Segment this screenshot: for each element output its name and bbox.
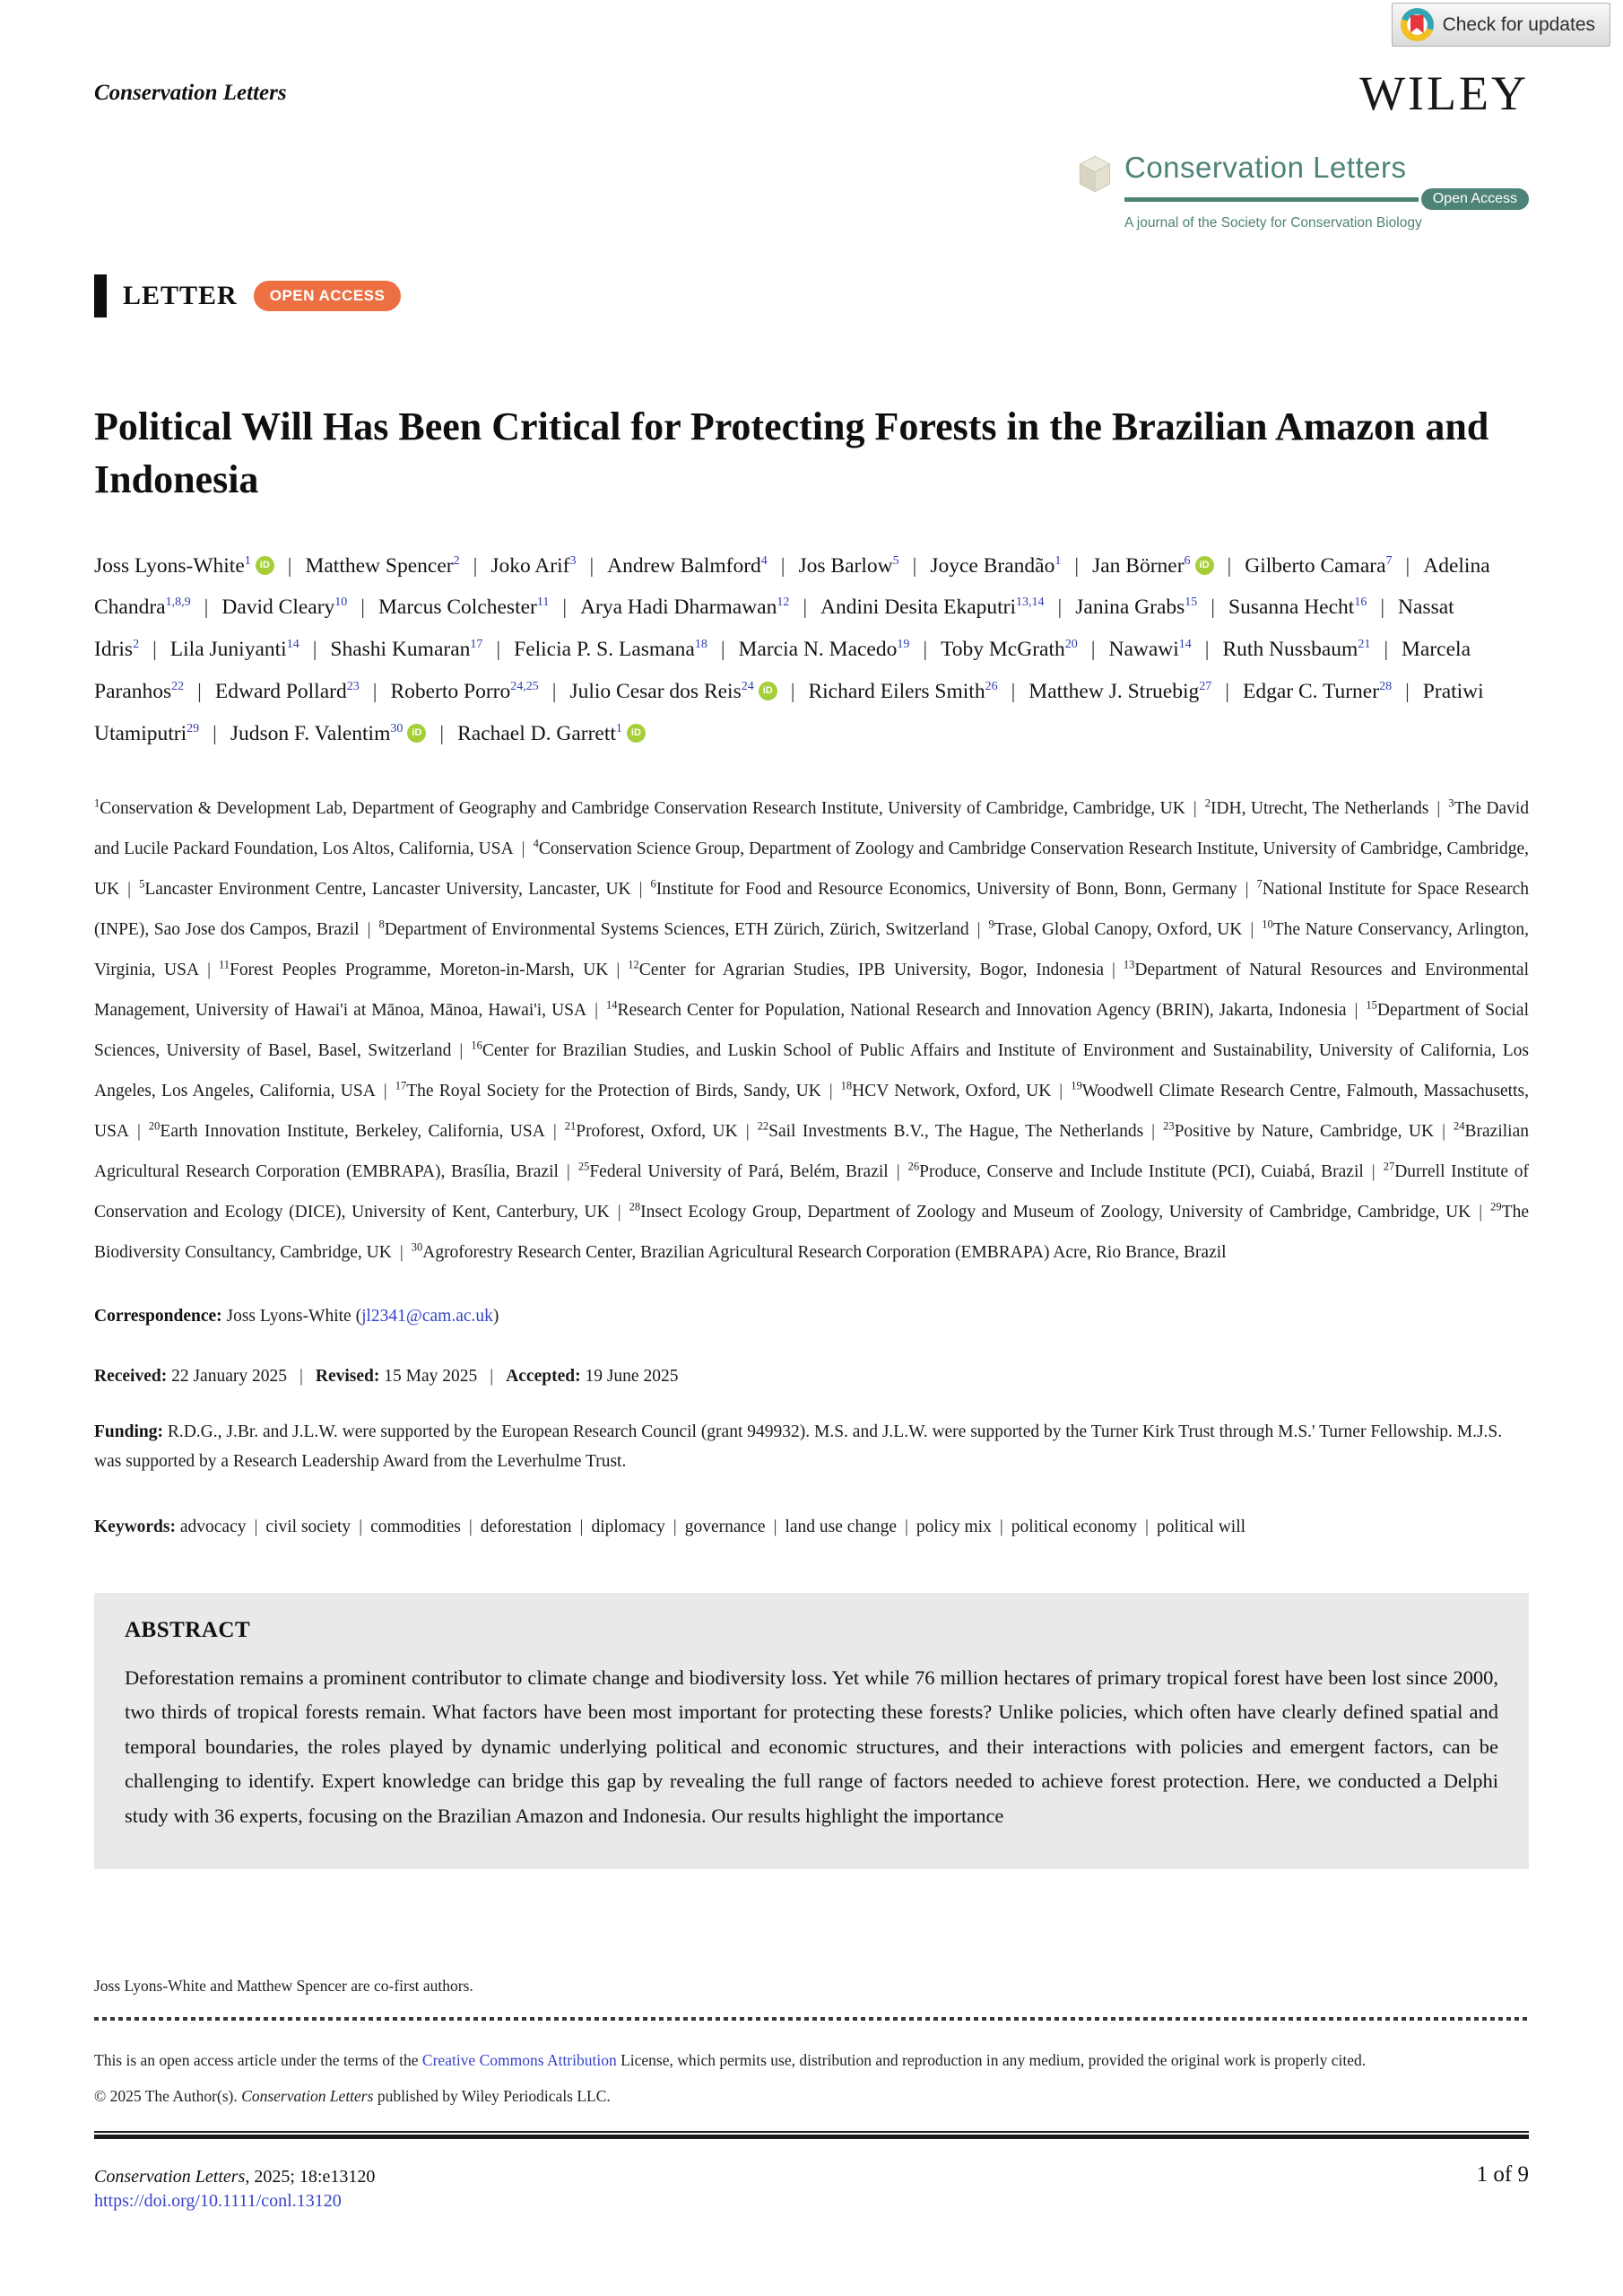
- affiliation-separator: |: [521, 839, 525, 859]
- footer-rule: [94, 2131, 1529, 2139]
- check-for-updates-label: Check for updates: [1442, 13, 1595, 35]
- letter-bar: [94, 274, 107, 317]
- wiley-logo: WILEY: [1359, 66, 1529, 120]
- affiliation-item: $^{13}$Department of Natural Resources and Environmental Management, University of Hawai'i at Mānoa, Mānoa, Hawai'i, USA: [94, 958, 1529, 1021]
- author-separator: |: [312, 638, 317, 662]
- open-access-pill: Open Access: [1421, 188, 1529, 210]
- author-item: Janina Grabs$^{15}$: [1075, 596, 1198, 620]
- correspondence-line: Correspondence: Joss Lyons-White (jl2341@cam.ac.uk): [94, 1306, 499, 1326]
- author-item: Nassat Idris$^2$: [94, 596, 1454, 662]
- affiliation-item: $^{30}$Agroforestry Research Center, Brazilian Agricultural Research Corporation (EMBRAPA) Acre, Rio Brance, Brazil: [411, 1240, 1227, 1263]
- keyword-separator: |: [468, 1517, 473, 1536]
- author-separator: |: [439, 721, 445, 745]
- journal-logo-title: Conservation Letters: [1124, 151, 1407, 184]
- author-separator: |: [1227, 553, 1232, 578]
- author-separator: |: [912, 553, 917, 578]
- affiliation-number: 28: [629, 1200, 641, 1213]
- affiliation-item: $^{27}$Durrell Institute of Conservation and Ecology (DICE), University of Kent, Canterbury, UK: [94, 1160, 1530, 1222]
- affiliation-number: 19: [1071, 1079, 1082, 1092]
- orcid-icon[interactable]: iD: [256, 556, 274, 575]
- copyright-journal-name: Conservation Letters: [241, 2087, 374, 2106]
- keyword-item: political will: [1156, 1517, 1246, 1536]
- author-affiliation-superscript: 2: [133, 638, 140, 652]
- affiliation-separator: |: [137, 1122, 141, 1142]
- author-separator: |: [1057, 596, 1063, 620]
- affiliation-separator: |: [367, 920, 371, 940]
- author-separator: |: [1225, 680, 1229, 704]
- author-item: Ruth Nussbaum$^{21}$: [1222, 638, 1371, 662]
- keyword-item: commodities: [370, 1517, 461, 1536]
- author-separator: |: [473, 553, 478, 578]
- affiliation-item: $^{26}$Produce, Conserve and Include Institute (PCI), Cuiabá, Brazil: [907, 1160, 1364, 1182]
- affiliation-number: 7: [1256, 877, 1263, 891]
- affiliation-separator: |: [896, 1162, 900, 1182]
- affiliation-number: 2: [1204, 796, 1211, 810]
- author-affiliation-superscript: 7: [1385, 553, 1393, 568]
- affiliation-item: $^2$IDH, Utrecht, The Netherlands: [1204, 796, 1429, 819]
- keyword-item: land use change: [785, 1517, 898, 1536]
- author-separator: |: [1405, 680, 1410, 704]
- affiliation-item: $^{18}$HCV Network, Oxford, UK: [840, 1079, 1052, 1101]
- orcid-icon[interactable]: iD: [407, 724, 426, 743]
- affiliation-number: 4: [533, 837, 539, 850]
- affiliation-item: $^{25}$Federal University of Pará, Belém, Brazil: [577, 1160, 889, 1182]
- author-separator: |: [360, 596, 366, 620]
- dotted-divider: [94, 2017, 1529, 2021]
- affiliation-number: 9: [988, 918, 994, 931]
- author-affiliation-superscript: 16: [1354, 596, 1367, 610]
- affiliation-separator: |: [595, 1001, 599, 1021]
- affiliation-number: 20: [148, 1119, 161, 1133]
- affiliation-list: [94, 787, 1529, 1271]
- affiliation-item: $^5$Lancaster Environment Centre, Lancaster University, Lancaster, UK: [139, 877, 631, 900]
- abstract-heading: ABSTRACT: [125, 1617, 251, 1642]
- author-affiliation-superscript: 27: [1199, 680, 1212, 694]
- author-item: Matthew Spencer$^2$: [305, 553, 460, 578]
- author-affiliation-superscript: 22: [171, 680, 185, 694]
- author-separator: |: [204, 596, 209, 620]
- author-affiliation-superscript: 19: [897, 638, 910, 652]
- logo-divider: [1124, 197, 1419, 202]
- author-separator: |: [152, 638, 157, 662]
- abstract-box: [94, 1593, 1529, 1870]
- affiliation-separator: |: [1112, 961, 1115, 980]
- author-item: Gilberto Camara$^7$: [1245, 553, 1393, 578]
- affiliation-number: 17: [395, 1079, 407, 1092]
- author-separator: |: [1384, 638, 1389, 662]
- author-affiliation-superscript: 17: [470, 638, 483, 652]
- affiliation-number: 10: [1262, 918, 1273, 931]
- author-item: Susanna Hecht$^{16}$: [1228, 596, 1367, 620]
- license-statement: This is an open access article under the terms of the Creative Commons Attribution License, which permits use, distribution and reproduction in any medium, provided the original work is properly cited.: [94, 2051, 1367, 2070]
- affiliation-separator: |: [976, 920, 981, 940]
- funding-label: Funding:: [94, 1422, 163, 1441]
- crossmark-icon: [1401, 8, 1434, 41]
- keyword-item: policy mix: [916, 1517, 992, 1536]
- affiliation-item: $^4$Conservation Science Group, Department of Zoology and Cambridge Conservation Research Institute, University of Cambridge, Cambridge, UK: [94, 837, 1529, 900]
- author-separator: |: [1074, 553, 1080, 578]
- author-separator: |: [1380, 596, 1385, 620]
- affiliation-item: $^3$The David and Lucile Packard Foundation, Los Altos, California, USA: [94, 796, 1529, 859]
- affiliation-item: $^{10}$The Nature Conservancy, Arlington, Virginia, USA: [94, 918, 1529, 980]
- author-item: Joss Lyons-White$^1$ iD: [94, 554, 274, 578]
- author-item: Edgar C. Turner$^{28}$: [1242, 680, 1393, 704]
- affiliation-item: $^{14}$Research Center for Population, National Research and Innovation Agency (BRIN), Jakarta, Indonesia: [606, 998, 1347, 1021]
- correspondence-email-link[interactable]: jl2341@cam.ac.uk: [361, 1306, 493, 1326]
- affiliation-separator: |: [638, 880, 643, 900]
- author-affiliation-superscript: 1: [615, 722, 622, 736]
- keyword-item: advocacy: [179, 1517, 247, 1536]
- author-separator: |: [780, 553, 785, 578]
- orcid-icon[interactable]: iD: [1195, 556, 1214, 575]
- author-item: Matthew J. Struebig$^{27}$: [1028, 680, 1212, 704]
- affiliation-number: 11: [218, 958, 230, 971]
- creative-commons-link[interactable]: Creative Commons Attribution: [421, 2051, 617, 2070]
- author-affiliation-superscript: 18: [694, 638, 707, 652]
- affiliation-number: 14: [606, 998, 618, 1012]
- affiliation-number: 1: [94, 796, 100, 810]
- journal-cube-icon: [1076, 154, 1114, 231]
- affiliation-number: 6: [650, 877, 656, 891]
- keywords-label: Keywords:: [94, 1517, 176, 1536]
- author-affiliation-superscript: 3: [569, 553, 577, 568]
- affiliation-item: $^{24}$Brazilian Agricultural Research Corporation (EMBRAPA), Brasília, Brazil: [94, 1119, 1529, 1182]
- author-affiliation-superscript: 13,14: [1016, 596, 1045, 610]
- author-item: Andini Desita Ekaputri$^{13,14}$: [820, 596, 1045, 620]
- author-affiliation-superscript: 11: [536, 596, 550, 610]
- author-item: Joko Arif$^3$: [490, 553, 577, 578]
- author-separator: |: [1204, 638, 1210, 662]
- keyword-separator: |: [773, 1517, 777, 1536]
- page-header: [94, 56, 1529, 131]
- affiliation-number: 21: [564, 1119, 577, 1133]
- author-item: Roberto Porro$^{24,25}$: [390, 680, 539, 704]
- affiliation-item: $^{16}$Center for Brazilian Studies, and Luskin School of Public Affairs and Institute of Environment and Sustainability, University of California, Los Angeles, Los Angeles, California, USA: [94, 1039, 1529, 1101]
- article-type-row: [94, 274, 1529, 317]
- keyword-item: civil society: [265, 1517, 352, 1536]
- author-affiliation-superscript: 30: [390, 722, 404, 736]
- author-affiliation-superscript: 14: [286, 638, 299, 652]
- affiliation-number: 22: [757, 1119, 769, 1133]
- affiliation-separator: |: [459, 1041, 464, 1061]
- author-item: Marcela Paranhos$^{22}$: [94, 638, 1471, 704]
- author-separator: |: [803, 596, 808, 620]
- affiliation-item: $^{28}$Insect Ecology Group, Department of Zoology and Museum of Zoology, University of Cambridge, Cambridge, UK: [629, 1200, 1471, 1222]
- affiliation-item: $^{29}$The Biodiversity Consultancy, Cambridge, UK: [94, 1200, 1529, 1263]
- affiliation-item: $^{11}$Forest Peoples Programme, Moreton-in-Marsh, UK: [218, 958, 609, 980]
- author-affiliation-superscript: 1,8,9: [165, 596, 191, 610]
- page-number: 1 of 9: [1476, 2162, 1529, 2187]
- author-item: Joyce Brandão$^1$: [930, 553, 1062, 578]
- affiliation-number: 5: [139, 877, 145, 891]
- author-separator: |: [790, 680, 795, 704]
- affiliation-item: $^{17}$The Royal Society for the Protection of Birds, Sandy, UK: [395, 1079, 821, 1101]
- journal-logo: [1076, 151, 1529, 231]
- author-affiliation-superscript: 14: [1178, 638, 1192, 652]
- author-separator: |: [1211, 596, 1216, 620]
- affiliation-item: $^{23}$Positive by Nature, Cambridge, UK: [1163, 1119, 1435, 1142]
- author-item: Pratiwi Utamiputri$^{29}$: [94, 680, 1484, 745]
- author-affiliation-superscript: 26: [985, 680, 998, 694]
- author-separator: |: [562, 596, 568, 620]
- affiliation-separator: |: [1436, 799, 1441, 819]
- author-separator: |: [551, 680, 557, 704]
- affiliation-separator: |: [1245, 880, 1249, 900]
- keyword-item: governance: [684, 1517, 766, 1536]
- author-item: Shashi Kumaran$^{17}$: [330, 638, 483, 662]
- affiliation-item: $^9$Trase, Global Canopy, Oxford, UK: [988, 918, 1243, 940]
- author-item: Lila Juniyanti$^{14}$: [169, 638, 299, 662]
- affiliation-number: 15: [1366, 998, 1377, 1012]
- author-affiliation-superscript: 12: [777, 596, 790, 610]
- affiliation-number: 27: [1383, 1160, 1395, 1173]
- running-journal-name: Conservation Letters: [94, 81, 287, 105]
- funding-statement: Funding: R.D.G., J.Br. and J.L.W. were supported by the European Research Council (grant 949932). M.S. and J.L.W. were supported by the Turner Kirk Trust through M.S.' Turner Fellowship. M.J.S. was supported by a Research Leadership Award from the Leverhulme Trust.: [94, 1422, 1503, 1471]
- correspondence-label: Correspondence:: [94, 1306, 222, 1326]
- affiliation-separator: |: [383, 1082, 387, 1101]
- author-item: Nawawi$^{14}$: [1108, 638, 1192, 662]
- keyword-separator: |: [673, 1517, 677, 1536]
- journal-tagline: A journal of the Society for Conservation Biology: [1124, 215, 1422, 230]
- affiliation-number: 3: [1448, 796, 1454, 810]
- affiliation-number: 12: [628, 958, 639, 971]
- affiliation-separator: |: [617, 1203, 621, 1222]
- revised-label: Revised:: [315, 1366, 380, 1386]
- affiliation-number: 29: [1490, 1200, 1502, 1213]
- author-item: Edward Pollard$^{23}$: [214, 680, 360, 704]
- author-separator: |: [923, 638, 928, 662]
- affiliation-number: 16: [471, 1039, 482, 1052]
- keyword-separator: |: [359, 1517, 363, 1536]
- author-separator: |: [1011, 680, 1016, 704]
- author-item: Jos Barlow$^5$: [798, 553, 899, 578]
- author-item: Judson F. Valentim$^{30}$ iD: [230, 722, 427, 745]
- author-list: [94, 543, 1529, 752]
- affiliation-number: 26: [907, 1160, 920, 1173]
- affiliation-item: $^{20}$Earth Innovation Institute, Berkeley, California, USA: [148, 1119, 545, 1142]
- author-separator: |: [213, 721, 217, 745]
- affiliation-number: 8: [378, 918, 385, 931]
- abstract-text: Deforestation remains a prominent contributor to climate change and biodiversity loss. Yet while 76 million hectares of primary tropical forest have been lost since 2000, two thirds of tropical forests remain. What factors have been most important for protecting these forests? Unlike policies, which often have clearly defined spatial and temporal boundaries, the roles played by dynamic underlying political and economic structures, and their interactions with policies and emergent factors, can be challenging to identify. Expert knowledge can bridge this gap by revealing the full range of factors needed to achieve forest protection. Here, we conducted a Delphi study with 36 experts, focusing on the Brazilian Amazon and Indonesia. Our results highlight the importance: [125, 1665, 1498, 1827]
- affiliation-separator: |: [566, 1162, 570, 1182]
- affiliation-separator: |: [127, 880, 132, 900]
- author-affiliation-superscript: 5: [892, 553, 899, 568]
- orcid-icon[interactable]: iD: [759, 682, 777, 700]
- author-affiliation-superscript: 15: [1185, 596, 1198, 610]
- keyword-item: diplomacy: [591, 1517, 665, 1536]
- author-separator: |: [1090, 638, 1096, 662]
- author-item: Marcus Colchester$^{11}$: [378, 596, 550, 620]
- keyword-separator: |: [1145, 1517, 1149, 1536]
- author-affiliation-superscript: 2: [453, 553, 460, 568]
- affiliation-item: $^{21}$Proforest, Oxford, UK: [564, 1119, 738, 1142]
- author-item: Felicia P. S. Lasmana$^{18}$: [514, 638, 707, 662]
- affiliation-separator: |: [1250, 920, 1254, 940]
- history-dates-line: Received: 22 January 2025 | Revised: 15 May 2025 | Accepted: 19 June 2025: [94, 1366, 679, 1386]
- orcid-icon[interactable]: iD: [627, 724, 646, 743]
- author-item: Marcia N. Macedo$^{19}$: [738, 638, 910, 662]
- copyright-line: © 2025 The Author(s). Conservation Letters published by Wiley Periodicals LLC.: [94, 2087, 611, 2106]
- author-affiliation-superscript: 1: [244, 553, 251, 568]
- affiliation-item: $^{22}$Sail Investments B.V., The Hague, The Netherlands: [757, 1119, 1144, 1142]
- author-item: Rachael D. Garrett$^1$ iD: [457, 722, 646, 745]
- author-affiliation-superscript: 4: [760, 553, 768, 568]
- affiliation-separator: |: [399, 1243, 404, 1263]
- affiliation-separator: |: [829, 1082, 833, 1101]
- keyword-item: political economy: [1011, 1517, 1138, 1536]
- keyword-separator: |: [254, 1517, 258, 1536]
- author-separator: |: [287, 553, 292, 578]
- author-item: David Cleary$^{10}$: [221, 596, 348, 620]
- affiliation-item: $^7$National Institute for Space Research (INPE), Sao Jose dos Campos, Brazil: [94, 877, 1530, 940]
- affiliation-separator: |: [1371, 1162, 1376, 1182]
- author-separator: |: [589, 553, 595, 578]
- author-separator: |: [372, 680, 378, 704]
- author-affiliation-superscript: 24,25: [510, 680, 539, 694]
- author-separator: |: [1405, 553, 1410, 578]
- article-title: Political Will Has Been Critical for Protecting Forests in the Brazilian Amazon and Indonesia: [94, 404, 1489, 502]
- affiliation-separator: |: [1059, 1082, 1063, 1101]
- keyword-separator: |: [579, 1517, 584, 1536]
- doi-link[interactable]: https://doi.org/10.1111/conl.13120: [94, 2191, 342, 2212]
- affiliation-separator: |: [552, 1122, 557, 1142]
- page-footer: [94, 2162, 1529, 2187]
- affiliation-separator: |: [207, 961, 211, 980]
- author-item: Arya Hadi Dharmawan$^{12}$: [580, 596, 790, 620]
- affiliation-item: $^{19}$Woodwell Climate Research Centre, Falmouth, Massachusetts, USA: [94, 1079, 1529, 1142]
- author-affiliation-superscript: 10: [334, 596, 348, 610]
- author-affiliation-superscript: 21: [1358, 638, 1371, 652]
- affiliation-number: 24: [1454, 1119, 1465, 1133]
- author-separator: |: [496, 638, 501, 662]
- keyword-separator: |: [999, 1517, 1003, 1536]
- author-affiliation-superscript: 1: [1055, 553, 1062, 568]
- affiliation-number: 13: [1123, 958, 1135, 971]
- affiliation-separator: |: [745, 1122, 750, 1142]
- affiliation-number: 23: [1163, 1119, 1175, 1133]
- author-affiliation-superscript: 29: [187, 722, 200, 736]
- affiliation-separator: |: [616, 961, 621, 980]
- author-affiliation-superscript: 28: [1379, 680, 1393, 694]
- affiliation-number: 30: [411, 1240, 423, 1254]
- check-for-updates-button[interactable]: [1392, 3, 1610, 47]
- author-item: Toby McGrath$^{20}$: [941, 638, 1078, 662]
- affiliation-item: $^1$Conservation & Development Lab, Department of Geography and Cambridge Conservation Research Institute, University of Cambridge, Cambridge, UK: [94, 796, 1185, 819]
- affiliation-separator: |: [1151, 1122, 1156, 1142]
- author-affiliation-superscript: 23: [346, 680, 360, 694]
- open-access-badge: OPEN ACCESS: [254, 281, 402, 311]
- affiliation-separator: |: [1193, 799, 1197, 819]
- affiliation-number: 18: [840, 1079, 853, 1092]
- affiliation-separator: |: [1479, 1203, 1483, 1222]
- affiliation-separator: |: [1354, 1001, 1358, 1021]
- cofirst-authors-note: Joss Lyons-White and Matthew Spencer are co-first authors.: [94, 1977, 473, 1996]
- affiliation-item: $^6$Institute for Food and Resource Economics, University of Bonn, Bonn, Germany: [650, 877, 1237, 900]
- author-separator: |: [197, 680, 202, 704]
- keyword-separator: |: [905, 1517, 908, 1536]
- author-item: Julio Cesar dos Reis$^{24}$ iD: [569, 680, 777, 703]
- affiliation-item: $^{15}$Department of Social Sciences, University of Basel, Basel, Switzerland: [94, 998, 1530, 1061]
- footer-citation: Conservation Letters, 2025; 18:e13120: [94, 2167, 376, 2187]
- author-affiliation-superscript: 24: [741, 680, 754, 694]
- affiliation-item: $^{12}$Center for Agrarian Studies, IPB University, Bogor, Indonesia: [628, 958, 1105, 980]
- keyword-item: deforestation: [480, 1517, 572, 1536]
- received-label: Received:: [94, 1366, 168, 1386]
- affiliation-number: 25: [577, 1160, 590, 1173]
- author-affiliation-superscript: 6: [1184, 553, 1191, 568]
- keywords-list: [180, 1518, 1245, 1536]
- keywords-line: [94, 1518, 1529, 1537]
- affiliation-item: $^8$Department of Environmental Systems Sciences, ETH Zürich, Zürich, Switzerland: [378, 918, 969, 940]
- author-separator: |: [720, 638, 725, 662]
- author-item: Adelina Chandra$^{1,8,9}$: [94, 553, 1490, 620]
- accepted-label: Accepted:: [506, 1366, 581, 1386]
- article-type-label: LETTER: [123, 281, 238, 310]
- author-affiliation-superscript: 20: [1064, 638, 1078, 652]
- author-item: Jan Börner$^6$ iD: [1092, 554, 1213, 578]
- affiliation-separator: |: [1442, 1122, 1446, 1142]
- author-item: Andrew Balmford$^4$: [607, 553, 768, 578]
- author-item: Richard Eilers Smith$^{26}$: [808, 680, 998, 704]
